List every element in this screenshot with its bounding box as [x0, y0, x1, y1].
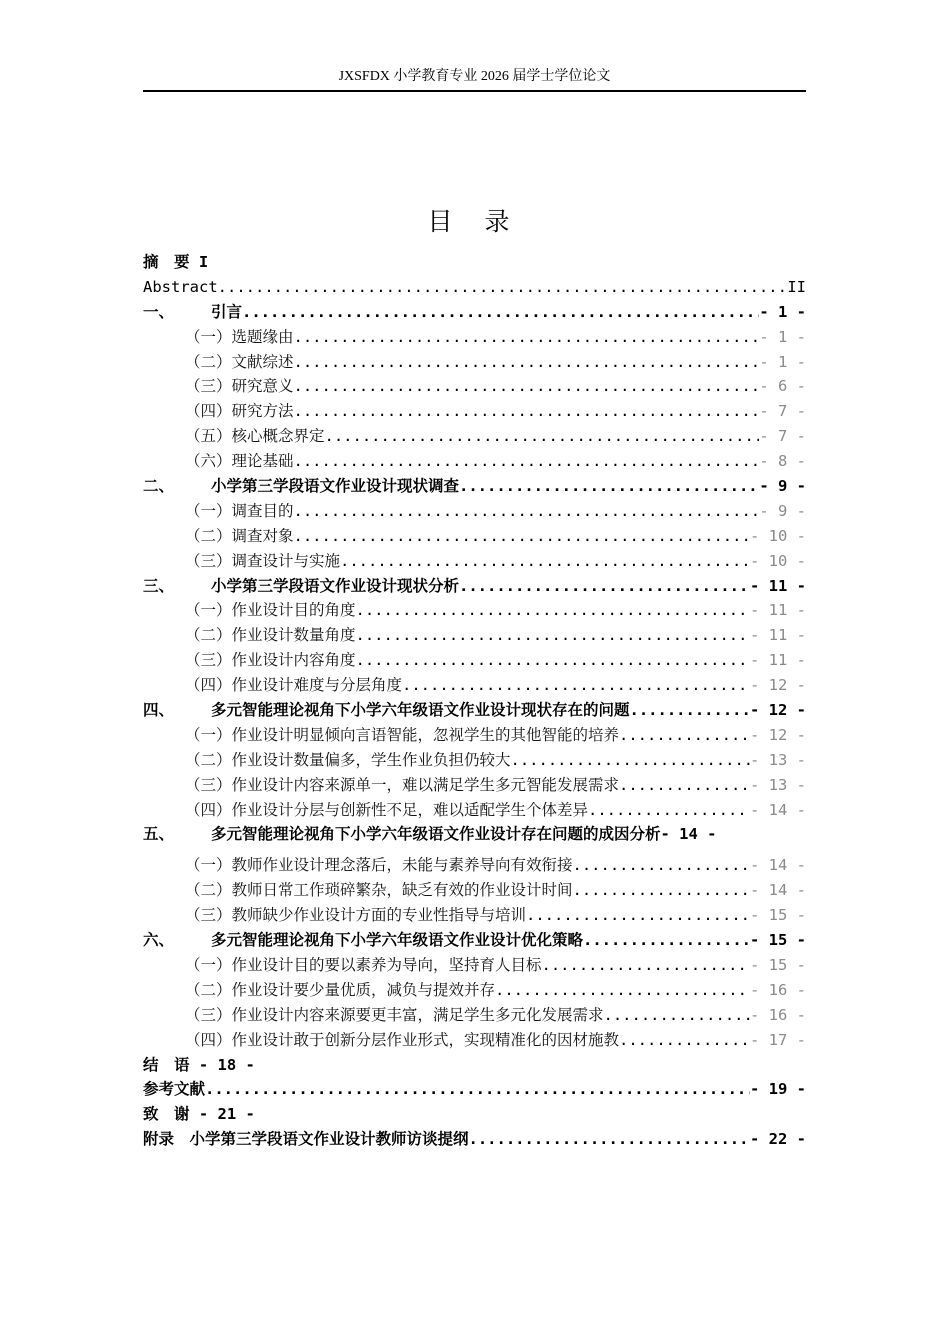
toc-entry-label: 小学第三学段语文作业设计现状分析 [211, 576, 460, 595]
dot-leader [583, 928, 750, 953]
toc-entry-label: （三）教师缺少作业设计方面的专业性指导与培训 [185, 906, 527, 925]
toc-entry-acknowledgements[interactable] [143, 1102, 806, 1127]
toc-entry-conclusion[interactable] [143, 1053, 806, 1078]
toc-chapter-6[interactable] [143, 928, 806, 953]
toc-entry-page: - 1 - [759, 302, 806, 321]
toc-section[interactable] [143, 723, 806, 748]
toc-entry-page: - 9 - [759, 477, 806, 496]
toc-entry-label: （三）研究意义 [185, 377, 294, 396]
dot-leader [356, 648, 750, 673]
dot-leader [356, 623, 750, 648]
toc-section[interactable] [143, 953, 806, 978]
toc-entry-label: （二）作业设计要少量优质，减负与提效并存 [185, 980, 496, 999]
dot-leader [619, 723, 750, 748]
dot-leader [294, 325, 760, 350]
toc-chapter-2[interactable] [143, 474, 806, 499]
toc-entry-page: - 11 - [750, 626, 806, 645]
dot-leader [459, 474, 759, 499]
toc-entry-label: 致 谢 - 21 - [143, 1105, 255, 1124]
toc-entry-page: - 8 - [759, 452, 806, 471]
toc-entry-page: - 13 - [750, 775, 806, 794]
toc-section[interactable] [143, 773, 806, 798]
dot-leader [340, 549, 750, 574]
toc-entry-label: （三）作业设计内容来源单一，难以满足学生多元智能发展需求 [185, 775, 620, 794]
toc-entry-page: - 15 - [750, 955, 806, 974]
toc-entry-label: （三）调查设计与实施 [185, 551, 341, 570]
toc-entry-appendix[interactable] [143, 1127, 806, 1152]
toc-section[interactable] [143, 424, 806, 449]
toc-chapter-1[interactable] [143, 300, 806, 325]
dot-leader [573, 878, 750, 903]
toc-entry-page: - 10 - [750, 551, 806, 570]
toc-entry-page: - 17 - [750, 1030, 806, 1049]
toc-section[interactable] [143, 648, 806, 673]
toc-entry-page: - 7 - [759, 427, 806, 446]
toc-section[interactable] [143, 598, 806, 623]
dot-leader [588, 798, 750, 823]
toc-chapter-3[interactable] [143, 574, 806, 599]
dot-leader [619, 773, 750, 798]
toc-entry-page: II [787, 277, 806, 296]
toc-entry-page: - 15 - [750, 906, 806, 925]
dot-leader [242, 300, 759, 325]
dot-leader [294, 524, 750, 549]
toc-section[interactable] [143, 549, 806, 574]
toc-entry-label: （二）教师日常工作琐碎繁杂，缺乏有效的作业设计时间 [185, 881, 573, 900]
chapter-number: 一、 [143, 302, 175, 321]
toc-entry-label: Abstract [143, 277, 218, 296]
dot-leader [619, 1028, 750, 1053]
toc-entry-page: - 12 - [750, 701, 806, 720]
toc-entry-label: （一）调查目的 [185, 501, 294, 520]
chapter-number: 六、 [143, 931, 175, 950]
toc-entry-label: （四）作业设计难度与分层角度 [185, 676, 403, 695]
toc-entry-label: （六）理论基础 [185, 452, 294, 471]
table-of-contents [143, 250, 806, 1152]
toc-entry-label: 结 语 - 18 - [143, 1055, 255, 1074]
toc-entry-page: - 11 - [750, 601, 806, 620]
toc-entry-label: （四）作业设计分层与创新性不足，难以适配学生个体差异 [185, 800, 589, 819]
chapter-number: 四、 [143, 701, 175, 720]
toc-section[interactable] [143, 623, 806, 648]
chapter-number: 三、 [143, 576, 175, 595]
toc-entry-page: - 14 - [750, 856, 806, 875]
toc-entry-page: - 11 - [750, 576, 806, 595]
toc-entry-label: 多元智能理论视角下小学六年级语文作业设计优化策略 [211, 931, 584, 950]
toc-entry-label: 引言 [211, 302, 243, 321]
chapter-number: 二、 [143, 477, 175, 496]
toc-entry-page: - 14 - [750, 800, 806, 819]
toc-section[interactable] [143, 374, 806, 399]
toc-section[interactable] [143, 449, 806, 474]
toc-section[interactable] [143, 325, 806, 350]
toc-entry-label: 多元智能理论视角下小学六年级语文作业设计存在问题的成因分析 [211, 825, 661, 844]
toc-entry-label: 摘 要 I [143, 253, 209, 271]
toc-entry-label: 多元智能理论视角下小学六年级语文作业设计现状存在的问题 [211, 701, 630, 720]
toc-entry-label: 附录 小学第三学段语文作业设计教师访谈提纲 [143, 1130, 469, 1149]
dot-leader [294, 399, 760, 424]
dot-leader [573, 853, 750, 878]
toc-entry-page: - 19 - [750, 1080, 806, 1099]
dot-leader [511, 748, 750, 773]
dot-leader [294, 449, 760, 474]
toc-entry-label: （三）作业设计内容角度 [185, 651, 356, 670]
dot-leader [542, 953, 750, 978]
toc-entry-label: （四）研究方法 [185, 402, 294, 421]
toc-section[interactable] [143, 853, 806, 878]
toc-entry-label: （一）作业设计目的角度 [185, 601, 356, 620]
page-header: JXSFDX 小学教育专业 2026 届学士学位论文 [338, 69, 611, 84]
dot-leader [294, 374, 760, 399]
header-rule [143, 90, 806, 92]
toc-entry-abstract-cn[interactable] [143, 250, 806, 275]
dot-leader [218, 275, 788, 300]
toc-entry-label: （一）教师作业设计理念落后，未能与素养导向有效衔接 [185, 856, 573, 875]
toc-entry-label: （二）作业设计数量角度 [185, 626, 356, 645]
toc-section[interactable] [143, 978, 806, 1003]
toc-entry-page: - 16 - [750, 1005, 806, 1024]
toc-title: 目 录 [427, 207, 522, 236]
toc-entry-page: - 14 - [750, 881, 806, 900]
toc-section[interactable] [143, 499, 806, 524]
toc-entry-page: - 6 - [759, 377, 806, 396]
toc-entry-references[interactable] [143, 1077, 806, 1102]
toc-entry-page: - 1 - [759, 352, 806, 371]
toc-entry-abstract-en[interactable] [143, 275, 806, 300]
toc-entry-page: - 13 - [750, 750, 806, 769]
toc-entry-page: - 11 - [750, 651, 806, 670]
toc-entry-page: - 14 - [660, 825, 717, 844]
toc-section[interactable] [143, 1028, 806, 1053]
toc-section[interactable] [143, 524, 806, 549]
toc-entry-label: 小学第三学段语文作业设计现状调查 [211, 477, 460, 496]
toc-entry-page: - 12 - [750, 725, 806, 744]
dot-leader [205, 1077, 750, 1102]
toc-section[interactable] [143, 748, 806, 773]
toc-section[interactable] [143, 903, 806, 928]
toc-entry-label: （五）核心概念界定 [185, 427, 325, 446]
toc-section[interactable] [143, 399, 806, 424]
toc-entry-page: - 1 - [759, 327, 806, 346]
toc-entry-page: - 22 - [750, 1130, 806, 1149]
chapter-number: 五、 [143, 825, 175, 844]
toc-entry-label: （一）作业设计目的要以素养为导向，坚持育人目标 [185, 955, 542, 974]
dot-leader [294, 499, 760, 524]
dot-leader [459, 574, 750, 599]
toc-entry-page: - 10 - [750, 526, 806, 545]
toc-entry-page: - 12 - [750, 676, 806, 695]
toc-entry-label: （一）选题缘由 [185, 327, 294, 346]
toc-entry-label: （二）文献综述 [185, 352, 294, 371]
dot-leader [325, 424, 760, 449]
dot-leader [495, 978, 750, 1003]
dot-leader [604, 1003, 750, 1028]
toc-entry-label: （四）作业设计敢于创新分层作业形式，实现精准化的因材施教 [185, 1030, 620, 1049]
toc-section[interactable] [143, 798, 806, 823]
toc-entry-label: （二）调查对象 [185, 526, 294, 545]
toc-entry-page: - 16 - [750, 980, 806, 999]
toc-section[interactable] [143, 1003, 806, 1028]
dot-leader [526, 903, 750, 928]
toc-entry-label: （三）作业设计内容来源要更丰富，满足学生多元化发展需求 [185, 1005, 604, 1024]
dot-leader [294, 350, 760, 375]
toc-chapter-5[interactable] [143, 822, 806, 847]
dot-leader [356, 598, 750, 623]
toc-entry-page: - 7 - [759, 402, 806, 421]
toc-section[interactable] [143, 878, 806, 903]
toc-entry-page: - 9 - [759, 501, 806, 520]
toc-entry-label: 参考文献 [143, 1080, 206, 1099]
dot-leader [630, 698, 750, 723]
toc-section[interactable] [143, 350, 806, 375]
toc-entry-page: - 15 - [750, 931, 806, 950]
toc-entry-label: （二）作业设计数量偏多，学生作业负担仍较大 [185, 750, 511, 769]
dot-leader [469, 1127, 750, 1152]
toc-chapter-4[interactable] [143, 698, 806, 723]
toc-section[interactable] [143, 673, 806, 698]
toc-entry-label: （一）作业设计明显倾向言语智能，忽视学生的其他智能的培养 [185, 725, 620, 744]
dot-leader [402, 673, 750, 698]
